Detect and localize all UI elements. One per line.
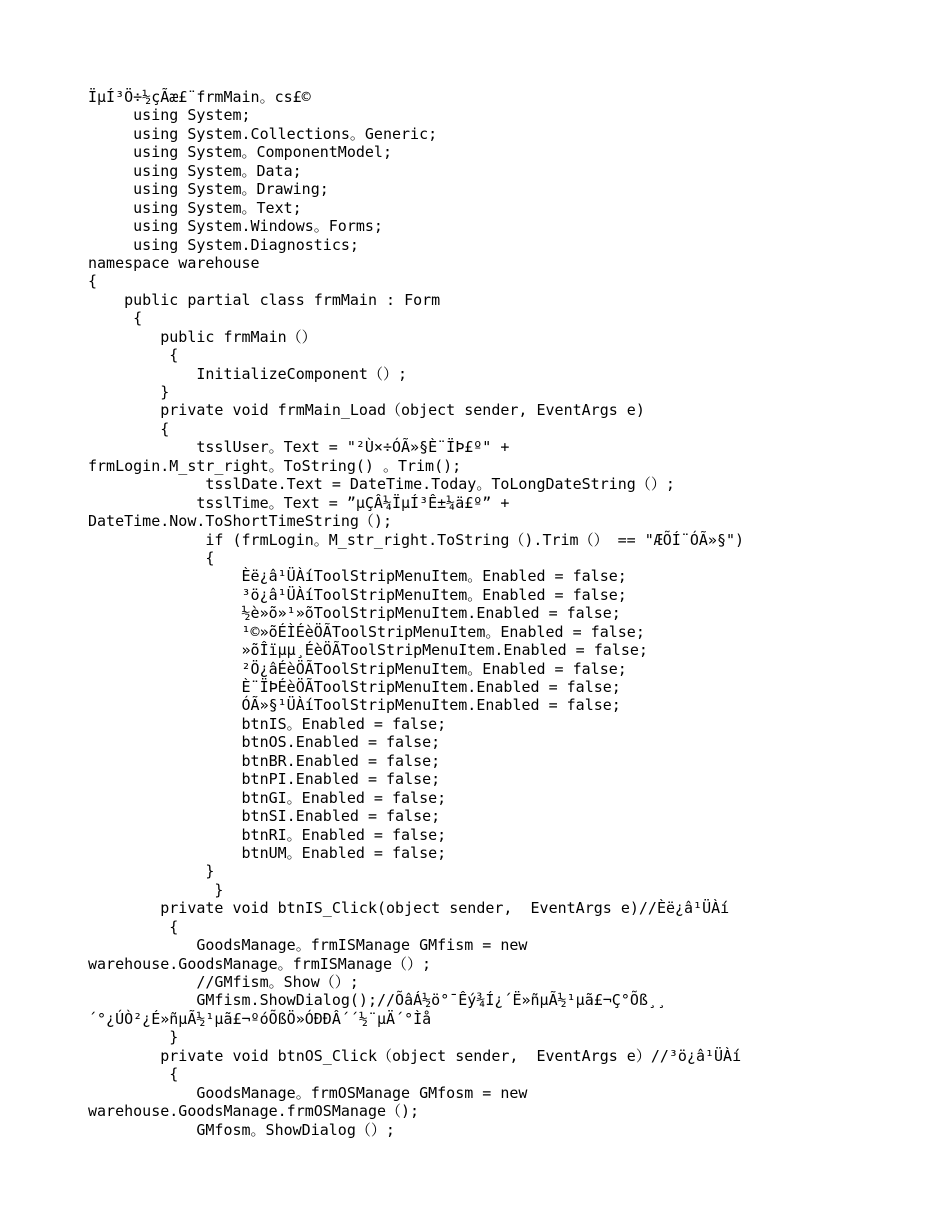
code-line: ³ö¿â¹ÜÀíToolStripMenuItem。Enabled = false; (88, 585, 627, 604)
code-line: tsslDate.Text = DateTime.Today。ToLongDateString（）; (88, 475, 675, 494)
code-line: } (88, 862, 215, 881)
code-line: GoodsManage。frmISManage GMfism = new (88, 936, 528, 955)
code-line: using System。Data; (88, 161, 302, 180)
code-line: btnIS。Enabled = false; (88, 714, 447, 733)
code-line: namespace warehouse (88, 253, 260, 272)
code-line: { (88, 419, 170, 438)
code-line: using System。Drawing; (88, 180, 329, 199)
code-line: if (frmLogin。M_str_right.ToString（).Trim（） == "ÆÕÍ¨ÓÃ»§") (88, 530, 745, 549)
code-line: private void frmMain_Load（object sender, EventArgs e) (88, 401, 645, 420)
code-line: using System; (88, 106, 251, 125)
code-line: ²Ö¿âÉèÖÃToolStripMenuItem。Enabled = false; (88, 659, 627, 678)
code-line: ÏµÍ³Ö÷½çÃæ£¨frmMain。cs£© (88, 88, 311, 106)
code-line: using System.Windows。Forms; (88, 217, 383, 236)
code-line: warehouse.GoodsManage。frmISManage（）; (88, 954, 432, 973)
code-line: btnUM。Enabled = false; (88, 843, 447, 862)
code-line: } (88, 880, 224, 899)
code-line: GMfism.ShowDialog();//ÕâÁ½ö°¯Êý¾Í¿´Ë»ñµÃ½¹µã£¬Ç°Õß¸¸ (88, 991, 666, 1010)
code-line: tsslTime。Text = ”µÇÂ¼ÏµÍ³Ê±¼ä£º” + (88, 493, 510, 512)
code-line: { (88, 917, 179, 936)
code-line: public frmMain（） (88, 327, 317, 346)
code-line: btnRI。Enabled = false; (88, 825, 447, 844)
code-line: btnSI.Enabled = false; (88, 807, 441, 826)
code-line: tsslUser。Text = "²Ù×÷ÓÃ»§È¨ÏÞ£º" + (88, 438, 510, 457)
code-line: ÓÃ»§¹ÜÀíToolStripMenuItem.Enabled = false; (88, 696, 621, 715)
code-line: using System。ComponentModel; (88, 143, 392, 162)
code-line: //GMfism。Show（）; (88, 973, 359, 991)
code-listing (88, 88, 744, 1139)
code-line: { (88, 346, 179, 365)
code-line: btnGI。Enabled = false; (88, 788, 447, 807)
code-line: È¨ÏÞÉèÖÃToolStripMenuItem.Enabled = false; (88, 678, 621, 696)
code-line: ´°¿ÚÒ²¿É»ñµÃ½¹µã£¬ºóÕßÖ»ÓÐÐÂ´´½¨µÄ´°Ìå (88, 1009, 432, 1028)
code-line: private void btnOS_Click（object sender, EventArgs e）//³ö¿â¹ÜÀí (88, 1046, 742, 1065)
code-line: public partial class frmMain : Form (88, 290, 441, 309)
code-line: } (88, 383, 170, 401)
code-line: Èë¿â¹ÜÀíToolStripMenuItem。Enabled = false; (88, 567, 627, 586)
code-line: { (88, 272, 98, 291)
code-line: { (88, 309, 143, 328)
code-line: warehouse.GoodsManage.frmOSManage（); (88, 1102, 420, 1121)
code-line: »õÎïµµ¸ÉèÖÃToolStripMenuItem.Enabled = false; (88, 641, 648, 660)
code-line: } (88, 1028, 179, 1047)
code-line: frmLogin.M_str_right。ToString() 。Trim(); (88, 456, 462, 475)
code-line: ½è»õ»¹»õToolStripMenuItem.Enabled = false; (88, 604, 621, 623)
code-line: GoodsManage。frmOSManage GMfosm = new (88, 1083, 528, 1102)
code-line: ¹©»õÉÌÉèÖÃToolStripMenuItem。Enabled = false; (88, 622, 645, 641)
code-line: DateTime.Now.ToShortTimeString（); (88, 512, 392, 531)
code-line: GMfosm。ShowDialog（）; (88, 1120, 395, 1139)
code-line: InitializeComponent（）; (88, 364, 407, 383)
code-line: using System.Diagnostics; (88, 235, 359, 254)
code-line: { (88, 548, 215, 567)
code-line: btnBR.Enabled = false; (88, 751, 441, 770)
code-line: using System.Collections。Generic; (88, 124, 438, 143)
code-line: private void btnIS_Click(object sender, EventArgs e)//Èë¿â¹ÜÀí (88, 899, 730, 918)
code-line: { (88, 1065, 179, 1084)
code-line: using System。Text; (88, 198, 302, 217)
code-line: btnOS.Enabled = false; (88, 733, 441, 752)
code-line: btnPI.Enabled = false; (88, 770, 441, 789)
